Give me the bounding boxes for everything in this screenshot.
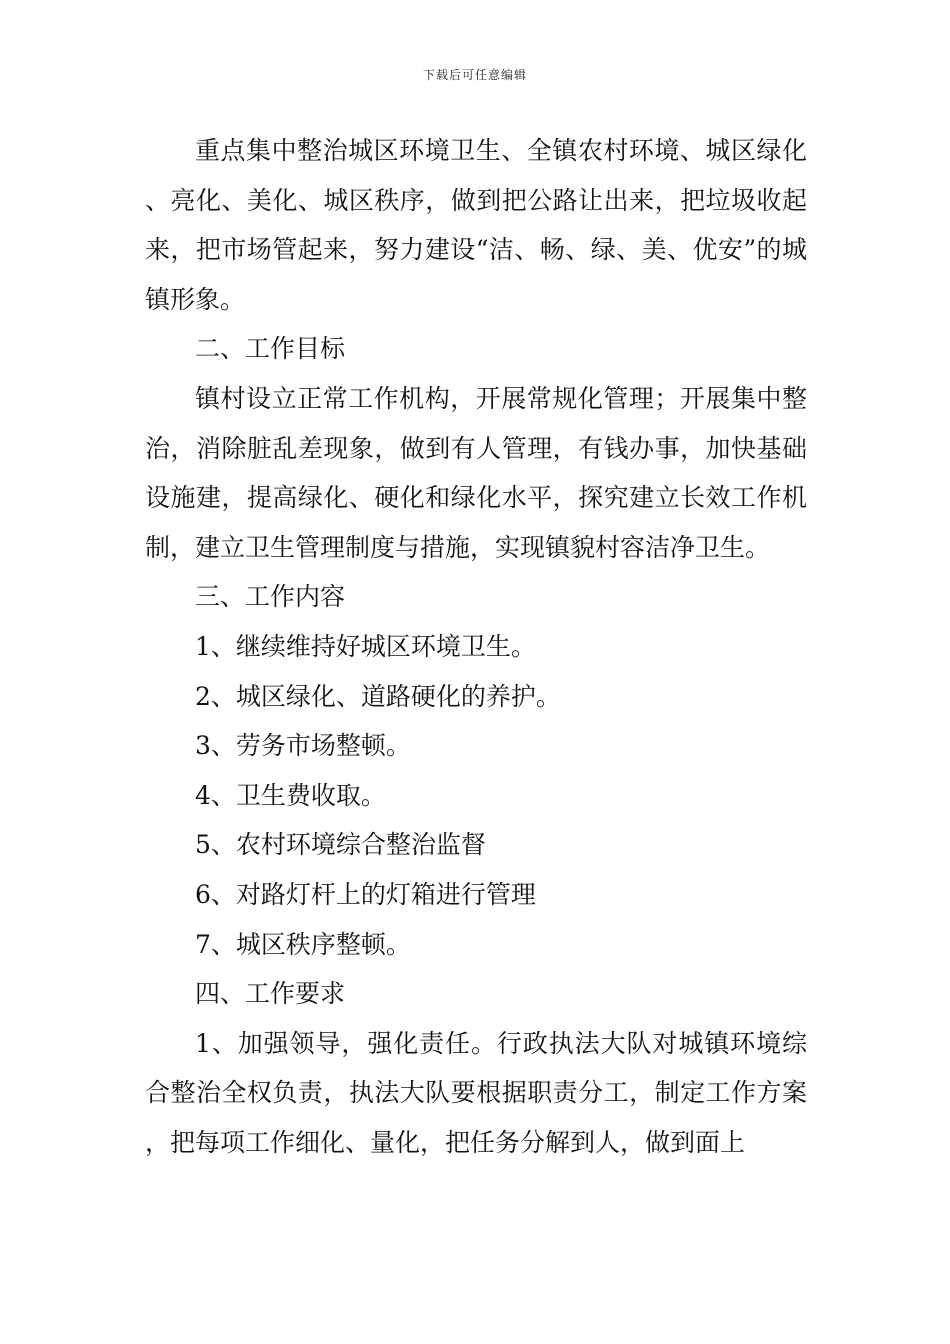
list-item: 1、继续维持好城区环境卫生。 (195, 631, 536, 661)
header-note: 下载后可任意编辑 (422, 68, 527, 82)
list-item: 2、城区绿化、道路硬化的养护。 (195, 681, 561, 711)
list-item: 5、农村环境综合整治监督 (195, 830, 486, 860)
list-item: 6、对路灯杆上的灯箱进行管理 (195, 879, 536, 909)
paragraph-intro: 重点集中整治城区环境卫生、全镇农村环境、城区绿化、亮化、美化、城区秩序，做到把公路让出来，把垃圾收起来，把市场管起来，努力建设“洁、畅、绿、美、优安”的城镇形象。 (145, 136, 807, 314)
section-heading-goals: 二、工作目标 (195, 334, 346, 364)
list-item: 3、劳务市场整顿。 (195, 731, 411, 761)
list-item: 7、城区秩序整顿。 (195, 929, 411, 959)
section-heading-content: 三、工作内容 (195, 582, 346, 612)
list-item: 4、卫生费收取。 (195, 780, 386, 810)
paragraph-requirements: 1、加强领导，强化责任。行政执法大队对城镇环境综合整治全权负责，执法大队要根据职责分工，制定工作方案，把每项工作细化、量化，把任务分解到人，做到面上 (145, 1028, 807, 1157)
paragraph-goals: 镇村设立正常工作机构，开展常规化管理；开展集中整治，消除脏乱差现象，做到有人管理，有钱办事，加快基础设施建，提高绿化、硬化和绿化水平，探究建立长效工作机制，建立卫生管理制度与措施，实现镇貌村容洁净卫生。 (145, 383, 807, 562)
section-heading-requirements: 四、工作要求 (195, 979, 346, 1009)
document-body (145, 126, 807, 1167)
